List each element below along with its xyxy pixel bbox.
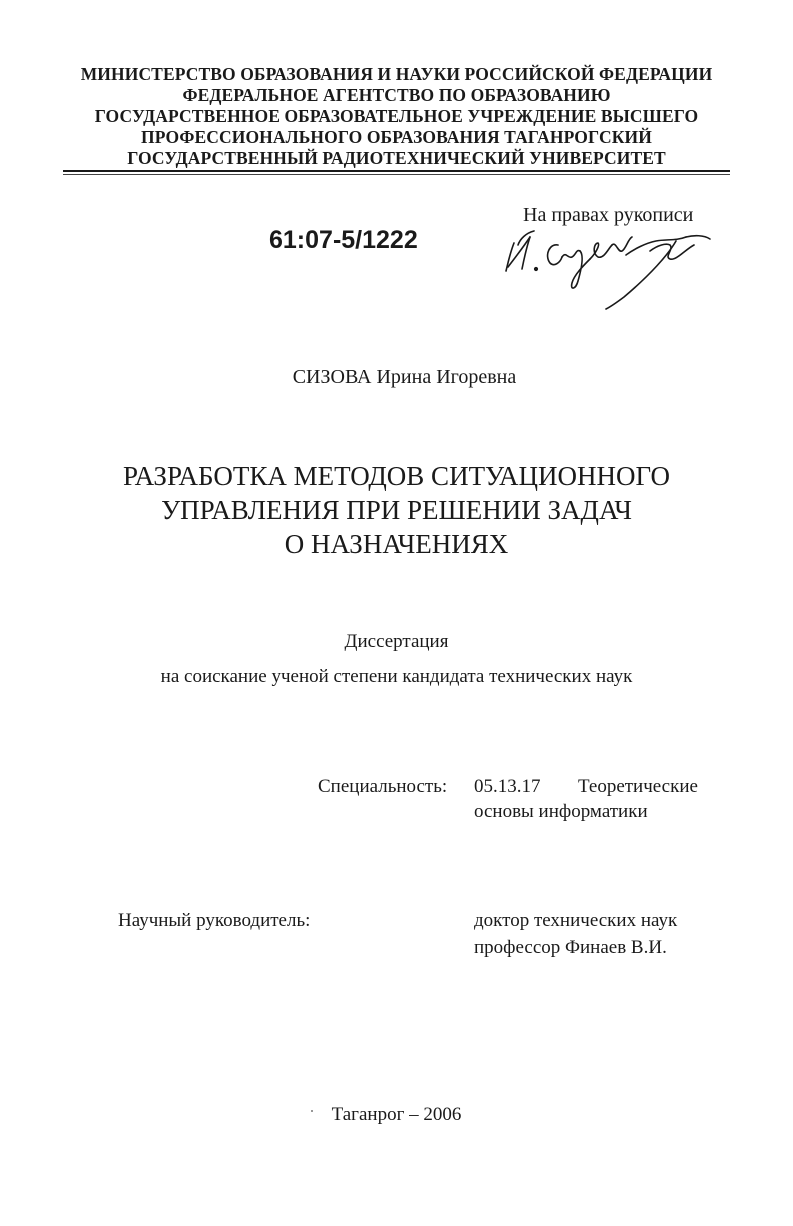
title-line: РАЗРАБОТКА МЕТОДОВ СИТУАЦИОННОГО xyxy=(123,461,670,491)
header-line: ПРОФЕССИОНАЛЬНОГО ОБРАЗОВАНИЯ ТАГАНРОГСКИЙ xyxy=(141,127,652,147)
title-line: УПРАВЛЕНИЯ ПРИ РЕШЕНИИ ЗАДАЧ xyxy=(161,495,632,525)
degree-statement: на соискание ученой степени кандидата технических наук xyxy=(160,666,633,687)
header-line: ФЕДЕРАЛЬНОЕ АГЕНТСТВО ПО ОБРАЗОВАНИЮ xyxy=(182,85,611,105)
city-year: Таганрог – 2006 xyxy=(331,1104,462,1125)
header-line: ГОСУДАРСТВЕННЫЙ РАДИОТЕХНИЧЕСКИЙ УНИВЕРСИТЕТ xyxy=(127,148,666,168)
registration-number: 61:07-5/1222 xyxy=(269,226,418,254)
header-divider-thin xyxy=(63,174,730,175)
advisor-degree: доктор технических наук xyxy=(474,910,678,931)
specialty-name: Теоретические xyxy=(578,776,698,797)
handwritten-signature xyxy=(500,215,720,315)
specialty-label: Специальность: xyxy=(318,776,448,797)
title-line: О НАЗНАЧЕНИЯХ xyxy=(284,529,509,559)
advisor-label: Научный руководитель: xyxy=(118,910,311,931)
dissertation-title xyxy=(60,459,733,561)
header-line: МИНИСТЕРСТВО ОБРАЗОВАНИЯ И НАУКИ РОССИЙСКОЙ ФЕДЕРАЦИИ xyxy=(80,64,713,84)
header-divider-thick xyxy=(63,170,730,172)
institution-header xyxy=(40,64,753,169)
document-type: Диссертация xyxy=(344,631,449,652)
specialty-name-continued: основы информатики xyxy=(474,801,648,822)
advisor-name: профессор Финаев В.И. xyxy=(474,937,667,958)
manuscript-note: На правах рукописи xyxy=(523,204,694,226)
header-line: ГОСУДАРСТВЕННОЕ ОБРАЗОВАТЕЛЬНОЕ УЧРЕЖДЕНИЕ ВЫСШЕГО xyxy=(94,106,699,126)
author-name: СИЗОВА Ирина Игоревна xyxy=(292,366,517,388)
specialty-code: 05.13.17 xyxy=(474,776,541,797)
